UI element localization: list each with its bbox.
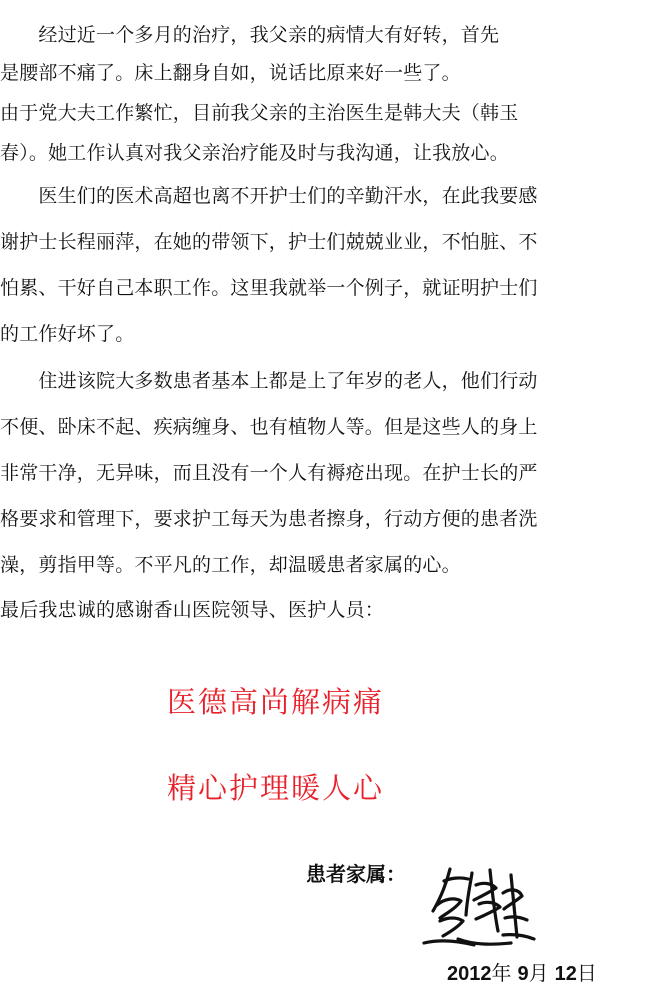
handwritten-signature bbox=[416, 855, 546, 955]
letter-line-8: 的工作好坏了。 bbox=[0, 323, 135, 345]
letter-line-12: 格要求和管理下，要求护工每天为患者擦身，行动方便的患者洗 bbox=[0, 508, 538, 530]
letter-line-3: 由于党大夫工作繁忙，目前我父亲的主治医生是韩大夫（韩玉 bbox=[0, 102, 519, 124]
letter-line-4: 春）。她工作认真对我父亲治疗能及时与我沟通，让我放心。 bbox=[0, 142, 509, 164]
letter-line-11: 非常干净，无异味，而且没有一个人有褥疮出现。在护士长的严 bbox=[0, 462, 538, 484]
date-month: 9 bbox=[517, 963, 529, 985]
motto-line-1: 医德高尚解病痛 bbox=[167, 685, 385, 719]
letter-line-14: 最后我忠诚的感谢香山医院领导、医护人员： bbox=[0, 599, 385, 621]
date-year: 2012 bbox=[447, 963, 492, 985]
date-year-unit: 年 bbox=[491, 961, 512, 985]
date-day: 12 bbox=[554, 963, 577, 985]
date-month-unit: 月 bbox=[528, 961, 549, 985]
date-day-unit: 日 bbox=[576, 961, 597, 985]
letter-line-7: 怕累、干好自己本职工作。这里我就举一个例子，就证明护士们 bbox=[0, 277, 538, 299]
letter-line-1: 经过近一个多月的治疗，我父亲的病情大有好转，首先 bbox=[0, 24, 500, 46]
letter-line-13: 澡，剪指甲等。不平凡的工作，却温暖患者家属的心。 bbox=[0, 554, 461, 576]
motto-line-2: 精心护理暖人心 bbox=[167, 771, 385, 805]
signature-label: 患者家属： bbox=[306, 862, 406, 886]
letter-line-6: 谢护士长程丽萍，在她的带领下，护士们兢兢业业，不怕脏、不 bbox=[0, 231, 538, 253]
letter-line-2: 是腰部不痛了。床上翻身自如，说话比原来好一些了。 bbox=[0, 62, 461, 84]
letter-line-9: 住进该院大多数患者基本上都是上了年岁的老人，他们行动 bbox=[0, 370, 538, 392]
letter-date bbox=[447, 961, 597, 986]
letter-line-5: 医生们的医术高超也离不开护士们的辛勤汗水，在此我要感 bbox=[0, 185, 538, 207]
letter-line-10: 不便、卧床不起、疾病缠身、也有植物人等。但是这些人的身上 bbox=[0, 416, 538, 438]
